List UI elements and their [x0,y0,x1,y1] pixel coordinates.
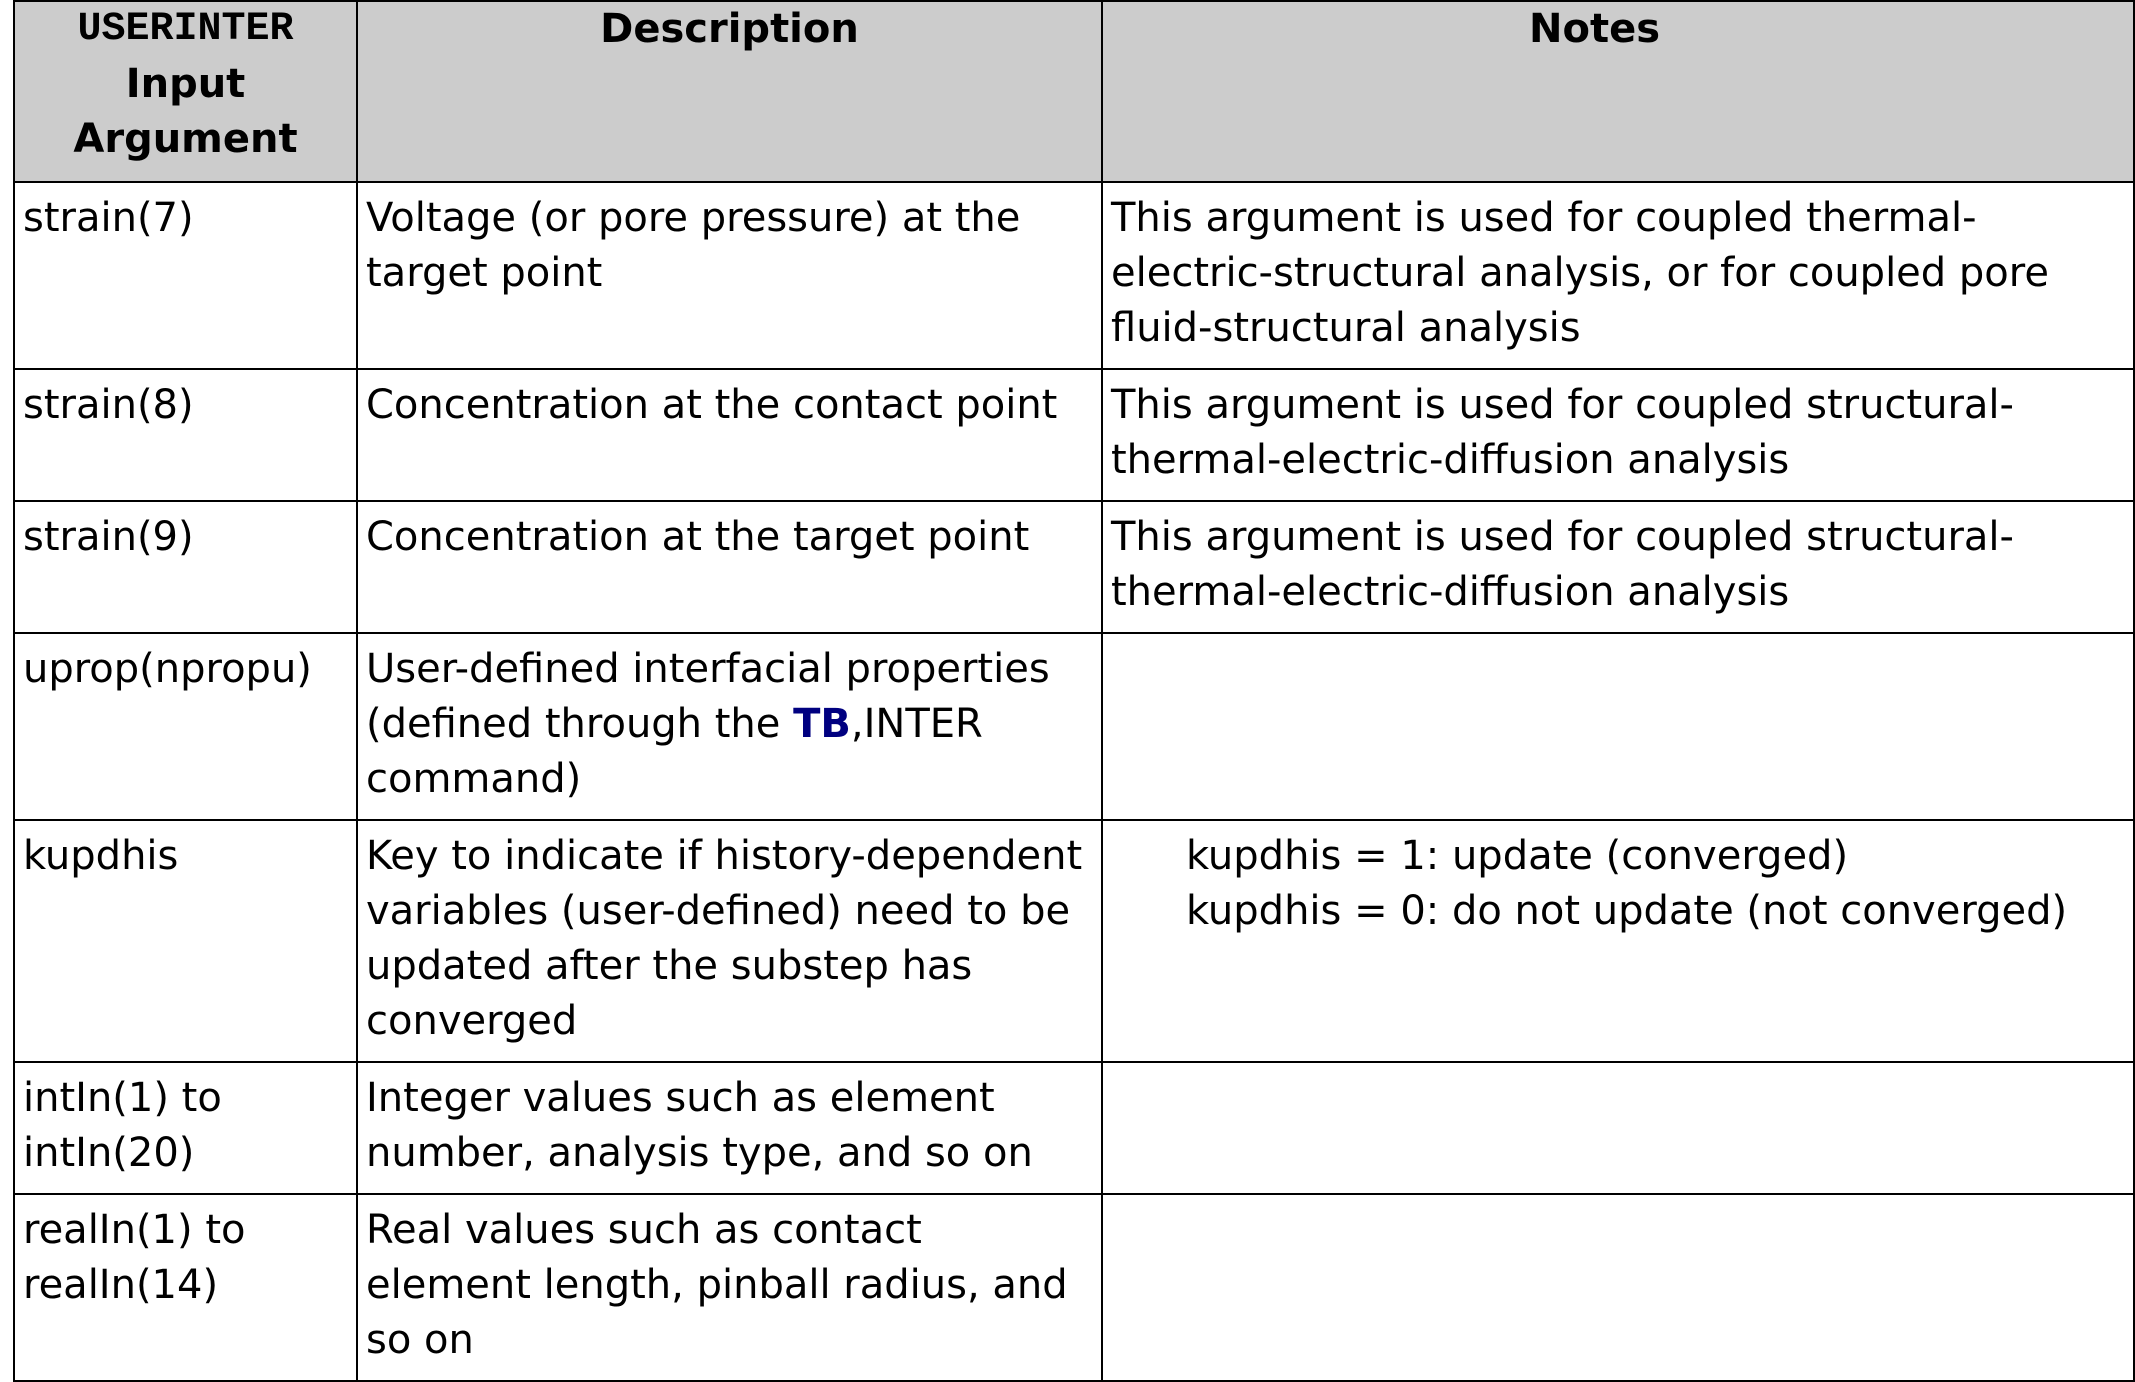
notes-list-item: kupdhis = 1: update (converged) [1186,833,1849,879]
header-notes: Notes [1102,1,2134,182]
argument-cell: strain(7) [14,182,357,369]
header-userinter-code: USERINTER [77,7,294,52]
notes-cell [1102,1194,2134,1381]
argument-cell: realIn(1) to realIn(14) [14,1194,357,1381]
notes-cell [1102,633,2134,820]
table-row [14,1062,2134,1194]
table-header-row [14,1,2134,182]
argument-cell: strain(8) [14,369,357,501]
table-row [14,820,2134,1062]
header-input-argument [14,1,357,182]
table-row [14,182,2134,369]
tb-command-link[interactable]: TB [793,701,851,747]
description-cell [357,633,1102,820]
notes-cell: This argument is used for coupled structural-thermal-electric-diffusion analysis [1102,369,2134,501]
description-cell: Concentration at the target point [357,501,1102,633]
description-text-after: ,INTER command) [366,701,983,802]
notes-cell [1102,820,2134,1062]
header-description: Description [357,1,1102,182]
description-cell: Integer values such as element number, analysis type, and so on [357,1062,1102,1194]
description-cell: Real values such as contact element length, pinball radius, and so on [357,1194,1102,1381]
argument-cell: uprop(npropu) [14,633,357,820]
argument-cell: intIn(1) to intIn(20) [14,1062,357,1194]
description-text-before: User-defined interfacial properties (defined through the [366,646,1050,747]
table-row [14,1194,2134,1381]
table-row [14,501,2134,633]
argument-cell: kupdhis [14,820,357,1062]
userinter-arguments-table [13,0,2135,1382]
description-cell: Concentration at the contact point [357,369,1102,501]
notes-list [1111,829,2125,939]
argument-cell: strain(9) [14,501,357,633]
header-input-argument-label: Input Argument [73,61,298,162]
table-row [14,633,2134,820]
notes-cell: This argument is used for coupled structural-thermal-electric-diffusion analysis [1102,501,2134,633]
notes-cell [1102,1062,2134,1194]
description-cell: Voltage (or pore pressure) at the target point [357,182,1102,369]
table-row [14,369,2134,501]
notes-cell: This argument is used for coupled thermal-electric-structural analysis, or for coupled pore fluid-structural analysis [1102,182,2134,369]
notes-list-item: kupdhis = 0: do not update (not converged) [1186,888,2068,934]
description-cell: Key to indicate if history-dependent variables (user-defined) need to be updated after the substep has converged [357,820,1102,1062]
